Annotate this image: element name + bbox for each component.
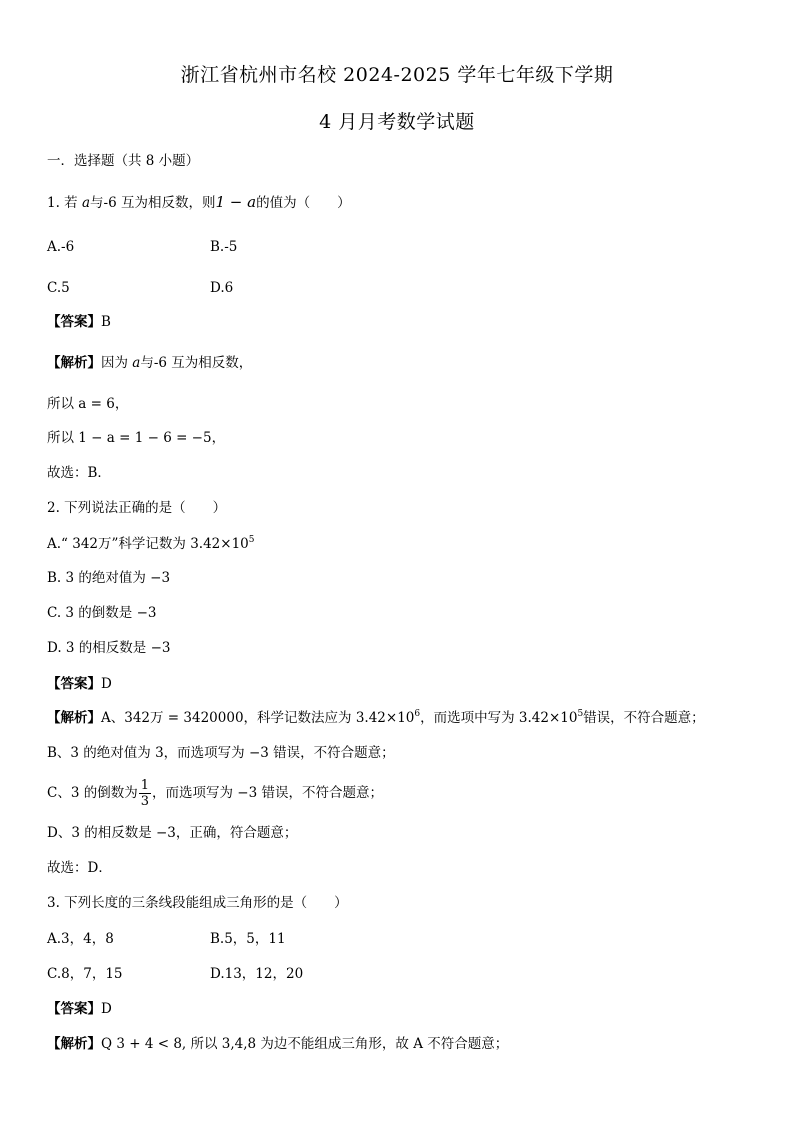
exponent: 5 bbox=[577, 709, 584, 719]
q2-option-b: B. 3 的绝对值为 −3 bbox=[47, 570, 171, 586]
fraction-denominator: 3 bbox=[140, 794, 149, 809]
q1-expr: 1 − a bbox=[215, 193, 257, 211]
q2-stem: 2. 下列说法正确的是（ ） bbox=[47, 500, 227, 516]
q1-analysis-1 bbox=[47, 354, 252, 372]
answer-value: D bbox=[101, 1001, 112, 1017]
q1-analysis-2: 所以 a = 6， bbox=[47, 396, 129, 412]
q2-analysis-5: 故选：D． bbox=[47, 860, 112, 876]
q2-analysis-3 bbox=[47, 778, 383, 809]
q1-option-b: B.-5 bbox=[210, 239, 238, 255]
exponent: 5 bbox=[248, 535, 255, 545]
answer-tag: 【答案】 bbox=[47, 314, 101, 330]
analysis-text: C、3 的倒数为 bbox=[47, 785, 138, 801]
q2-analysis-2: B、3 的绝对值为 3，而选项写为 −3 错误，不符合题意； bbox=[47, 745, 395, 761]
analysis-tag: 【解析】 bbox=[47, 355, 101, 371]
analysis-text: 因为 bbox=[101, 355, 128, 371]
q1-analysis-4: 故选：B． bbox=[47, 465, 111, 481]
q2-option-d: D. 3 的相反数是 −3 bbox=[47, 640, 171, 656]
q1-mid: 与-6 互为相反数，则 bbox=[90, 195, 216, 211]
analysis-text: ，而选项写为 −3 错误，不符合题意； bbox=[152, 785, 383, 801]
q3-option-a: A.3，4，8 bbox=[47, 931, 114, 947]
fraction bbox=[139, 778, 151, 809]
q3-analysis-1 bbox=[47, 1035, 508, 1053]
q1-option-c: C.5 bbox=[47, 280, 70, 296]
exponent: 6 bbox=[414, 709, 421, 719]
answer-value: D bbox=[101, 676, 112, 692]
q3-option-b: B.5，5，11 bbox=[210, 931, 286, 947]
analysis-text: 与-6 互为相反数， bbox=[140, 355, 253, 371]
analysis-text: ，而选项中写为 3.42×10 bbox=[420, 710, 578, 726]
analysis-tag: 【解析】 bbox=[47, 1036, 101, 1052]
exam-title-line1: 浙江省杭州市名校 2024-2025 学年七年级下学期 bbox=[180, 64, 614, 86]
answer-value: B bbox=[101, 314, 111, 330]
q2-answer bbox=[47, 675, 112, 693]
q2-option-a bbox=[47, 535, 254, 553]
q2-analysis-1 bbox=[47, 709, 705, 727]
q2-option-c: C. 3 的倒数是 −3 bbox=[47, 605, 157, 621]
q1-prefix: 1. 若 bbox=[47, 195, 78, 211]
q1-option-d: D.6 bbox=[210, 280, 234, 296]
analysis-tag: 【解析】 bbox=[47, 710, 101, 726]
section-heading: 一．选择题（共 8 小题） bbox=[47, 153, 200, 169]
answer-tag: 【答案】 bbox=[47, 1001, 101, 1017]
exam-title-line2: 4 月月考数学试题 bbox=[319, 111, 475, 133]
q2-option-a-text: A.“ 342万”科学记数为 3.42×10 bbox=[47, 536, 249, 552]
analysis-text: 错误，不符合题意； bbox=[583, 710, 705, 726]
q3-stem: 3. 下列长度的三条线段能组成三角形的是（ ） bbox=[47, 895, 348, 911]
q1-suffix: 的值为（ ） bbox=[256, 195, 351, 211]
q2-analysis-4: D、3 的相反数是 −3，正确，符合题意； bbox=[47, 825, 298, 841]
q1-analysis-3: 所以 1 − a = 1 − 6 = −5， bbox=[47, 430, 226, 446]
fraction-numerator: 1 bbox=[140, 778, 149, 793]
q1-stem bbox=[47, 193, 351, 212]
analysis-text: A、342万 = 3420000，科学记数法应为 3.42×10 bbox=[101, 710, 415, 726]
q3-option-c: C.8，7，15 bbox=[47, 966, 123, 982]
q1-option-a: A.-6 bbox=[47, 239, 75, 255]
q3-option-d: D.13，12，20 bbox=[210, 966, 304, 982]
q3-answer bbox=[47, 1000, 112, 1018]
analysis-var-a: a bbox=[132, 355, 141, 371]
analysis-text: Q 3 + 4 < 8, 所以 3,4,8 为边不能组成三角形，故 A 不符合题意； bbox=[101, 1036, 509, 1052]
q1-answer bbox=[47, 313, 111, 331]
answer-tag: 【答案】 bbox=[47, 676, 101, 692]
q1-var-a: a bbox=[81, 195, 91, 211]
